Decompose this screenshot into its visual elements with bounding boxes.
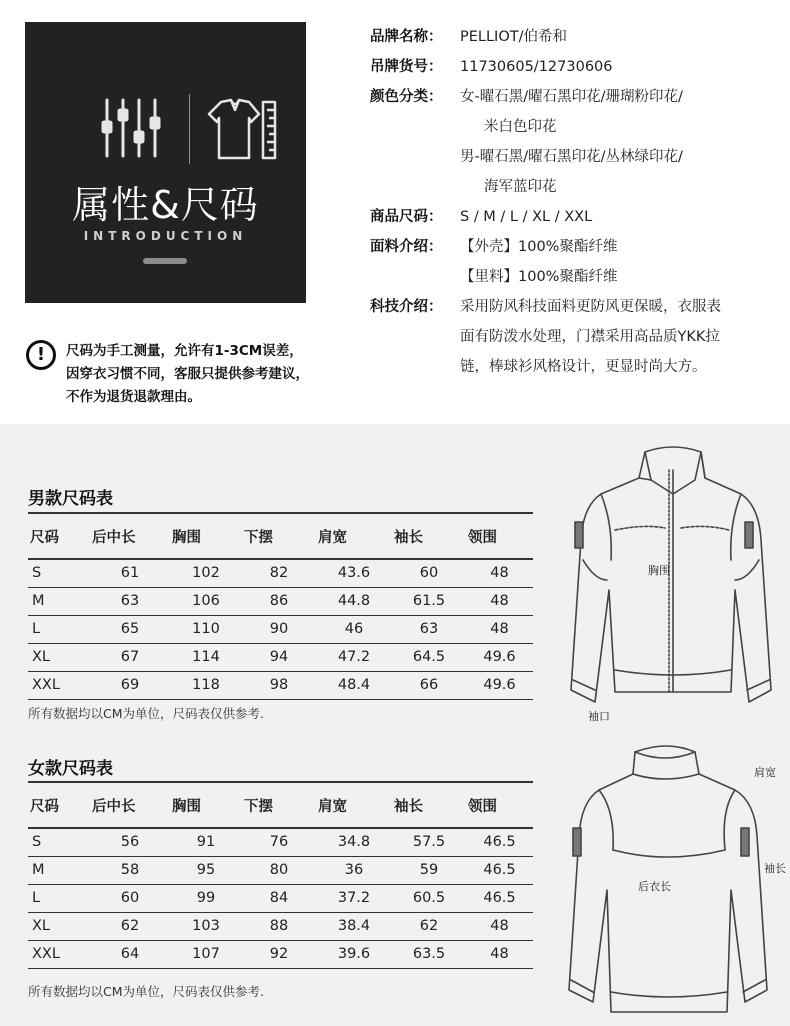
colors-line: 海军蓝印花 bbox=[484, 179, 557, 195]
colors-line: 女-曜石黑/曜石黑印花/珊瑚粉印花/ bbox=[460, 89, 683, 105]
value-cell: 60.5 bbox=[392, 884, 466, 912]
brand-label: 品牌名称： bbox=[370, 29, 443, 45]
notice-text bbox=[66, 340, 309, 409]
table-row bbox=[28, 671, 533, 699]
value-cell: 60 bbox=[392, 559, 466, 587]
value-cell: 48.4 bbox=[316, 671, 392, 699]
value-cell: 46.5 bbox=[466, 856, 533, 884]
value-cell: 46.5 bbox=[466, 828, 533, 856]
value-cell: 107 bbox=[170, 940, 242, 968]
men-table-title: 男款尺码表 bbox=[28, 489, 113, 509]
size-cell: L bbox=[28, 615, 90, 643]
men-table-body bbox=[28, 559, 533, 699]
col-header: 下摆 bbox=[242, 513, 316, 559]
value-cell: 62 bbox=[90, 912, 170, 940]
shoulder-label: 肩宽 bbox=[754, 766, 776, 779]
back-length-label: 后衣长 bbox=[638, 880, 671, 893]
size-cell: L bbox=[28, 884, 90, 912]
tag-value: 11730605/12730606 bbox=[460, 59, 613, 75]
value-cell: 62 bbox=[392, 912, 466, 940]
size-cell: XXL bbox=[28, 940, 90, 968]
value-cell: 46.5 bbox=[466, 884, 533, 912]
tag-label: 吊牌货号： bbox=[370, 59, 443, 75]
value-cell: 48 bbox=[466, 587, 533, 615]
value-cell: 37.2 bbox=[316, 884, 392, 912]
value-cell: 57.5 bbox=[392, 828, 466, 856]
col-header: 袖长 bbox=[392, 513, 466, 559]
value-cell: 48 bbox=[466, 559, 533, 587]
value-cell: 88 bbox=[242, 912, 316, 940]
value-cell: 90 bbox=[242, 615, 316, 643]
fabric-row bbox=[370, 232, 780, 292]
col-header: 胸围 bbox=[170, 513, 242, 559]
value-cell: 103 bbox=[170, 912, 242, 940]
table-row bbox=[28, 615, 533, 643]
value-cell: 110 bbox=[170, 615, 242, 643]
value-cell: 84 bbox=[242, 884, 316, 912]
table-row bbox=[28, 828, 533, 856]
value-cell: 48 bbox=[466, 912, 533, 940]
chest-label: 胸围 bbox=[648, 564, 670, 577]
sizes-label: 商品尺码： bbox=[370, 209, 443, 225]
col-header: 肩宽 bbox=[316, 513, 392, 559]
col-header: 下摆 bbox=[242, 782, 316, 828]
value-cell: 63.5 bbox=[392, 940, 466, 968]
fabric-line: 【里料】100%聚酯纤维 bbox=[460, 269, 618, 285]
col-header: 后中长 bbox=[90, 782, 170, 828]
value-cell: 95 bbox=[170, 856, 242, 884]
col-header: 领围 bbox=[466, 513, 533, 559]
value-cell: 86 bbox=[242, 587, 316, 615]
value-cell: 34.8 bbox=[316, 828, 392, 856]
col-header: 袖长 bbox=[392, 782, 466, 828]
table-row bbox=[28, 912, 533, 940]
value-cell: 61 bbox=[90, 559, 170, 587]
brand-row bbox=[370, 22, 780, 52]
tech-label: 科技介绍： bbox=[370, 299, 443, 315]
colors-label: 颜色分类： bbox=[370, 89, 443, 105]
size-cell: XL bbox=[28, 643, 90, 671]
value-cell: 91 bbox=[170, 828, 242, 856]
women-table-body bbox=[28, 828, 533, 968]
value-cell: 49.6 bbox=[466, 671, 533, 699]
col-header: 尺码 bbox=[28, 782, 90, 828]
value-cell: 64.5 bbox=[392, 643, 466, 671]
tech-line: 面有防泼水处理，门襟采用高品质YKK拉 bbox=[460, 329, 720, 345]
table-header-row bbox=[28, 782, 533, 828]
fabric-line: 【外壳】100%聚酯纤维 bbox=[460, 239, 618, 255]
sleeve-label: 袖长 bbox=[764, 862, 786, 875]
sizes-value: S / M / L / XL / XXL bbox=[460, 209, 593, 225]
table-header-row bbox=[28, 513, 533, 559]
women-table-title: 女款尺码表 bbox=[28, 759, 113, 779]
badge-bar bbox=[143, 258, 187, 264]
notice-line: 因穿衣习惯不同，客服只提供参考建议， bbox=[66, 366, 309, 382]
value-cell: 47.2 bbox=[316, 643, 392, 671]
table-row bbox=[28, 940, 533, 968]
value-cell: 80 bbox=[242, 856, 316, 884]
badge-divider bbox=[189, 94, 190, 164]
value-cell: 99 bbox=[170, 884, 242, 912]
value-cell: 118 bbox=[170, 671, 242, 699]
value-cell: 43.6 bbox=[316, 559, 392, 587]
value-cell: 82 bbox=[242, 559, 316, 587]
col-header: 后中长 bbox=[90, 513, 170, 559]
value-cell: 64 bbox=[90, 940, 170, 968]
value-cell: 98 bbox=[242, 671, 316, 699]
size-cell: M bbox=[28, 587, 90, 615]
notice-line: 不作为退货退款理由。 bbox=[66, 389, 201, 405]
value-cell: 92 bbox=[242, 940, 316, 968]
value-cell: 58 bbox=[90, 856, 170, 884]
value-cell: 48 bbox=[466, 615, 533, 643]
info-section bbox=[0, 0, 790, 424]
colors-row bbox=[370, 82, 780, 202]
table-row bbox=[28, 643, 533, 671]
value-cell: 66 bbox=[392, 671, 466, 699]
sliders-icon bbox=[101, 96, 161, 162]
size-cell: S bbox=[28, 828, 90, 856]
tech-line: 链，棒球衫风格设计，更显时尚大方。 bbox=[460, 359, 707, 375]
value-cell: 48 bbox=[466, 940, 533, 968]
colors-line: 男-曜石黑/曜石黑印花/丛林绿印花/ bbox=[460, 149, 683, 165]
table-row bbox=[28, 587, 533, 615]
col-header: 肩宽 bbox=[316, 782, 392, 828]
product-info bbox=[370, 22, 780, 382]
value-cell: 63 bbox=[392, 615, 466, 643]
value-cell: 60 bbox=[90, 884, 170, 912]
table-row bbox=[28, 559, 533, 587]
value-cell: 63 bbox=[90, 587, 170, 615]
size-cell: XL bbox=[28, 912, 90, 940]
value-cell: 67 bbox=[90, 643, 170, 671]
col-header: 胸围 bbox=[170, 782, 242, 828]
tech-row bbox=[370, 292, 780, 382]
value-cell: 59 bbox=[392, 856, 466, 884]
badge-subtitle: INTRODUCTION bbox=[83, 229, 248, 243]
size-cell: S bbox=[28, 559, 90, 587]
cuff-label: 袖口 bbox=[588, 710, 610, 723]
badge-title: 属性&尺码 bbox=[72, 183, 259, 227]
table-row bbox=[28, 884, 533, 912]
tech-line: 采用防风科技面料更防风更保暖，衣服表 bbox=[460, 299, 721, 315]
value-cell: 102 bbox=[170, 559, 242, 587]
value-cell: 49.6 bbox=[466, 643, 533, 671]
value-cell: 94 bbox=[242, 643, 316, 671]
size-cell: XXL bbox=[28, 671, 90, 699]
value-cell: 36 bbox=[316, 856, 392, 884]
size-cell: M bbox=[28, 856, 90, 884]
col-header: 领围 bbox=[466, 782, 533, 828]
brand-value: PELLIOT/伯希和 bbox=[460, 29, 567, 45]
value-cell: 46 bbox=[316, 615, 392, 643]
attribute-badge bbox=[25, 22, 306, 303]
value-cell: 106 bbox=[170, 587, 242, 615]
men-size-table bbox=[28, 512, 533, 700]
women-table-note: 所有数据均以CM为单位，尺码表仅供参考. bbox=[28, 984, 264, 999]
table-row bbox=[28, 856, 533, 884]
value-cell: 114 bbox=[170, 643, 242, 671]
value-cell: 69 bbox=[90, 671, 170, 699]
value-cell: 56 bbox=[90, 828, 170, 856]
jacket-front-illustration bbox=[555, 440, 785, 740]
value-cell: 65 bbox=[90, 615, 170, 643]
value-cell: 61.5 bbox=[392, 587, 466, 615]
value-cell: 44.8 bbox=[316, 587, 392, 615]
col-header: 尺码 bbox=[28, 513, 90, 559]
men-table-note: 所有数据均以CM为单位，尺码表仅供参考. bbox=[28, 706, 264, 721]
value-cell: 76 bbox=[242, 828, 316, 856]
shirt-ruler-icon bbox=[201, 96, 281, 162]
value-cell: 39.6 bbox=[316, 940, 392, 968]
exclamation-icon: ! bbox=[26, 340, 56, 370]
women-size-table bbox=[28, 781, 533, 969]
colors-line: 米白色印花 bbox=[484, 119, 557, 135]
notice-line: 尺码为手工测量，允许有1-3CM误差， bbox=[66, 343, 303, 359]
sizes-row bbox=[370, 202, 780, 232]
value-cell: 38.4 bbox=[316, 912, 392, 940]
fabric-label: 面料介绍： bbox=[370, 239, 443, 255]
tag-row bbox=[370, 52, 780, 82]
